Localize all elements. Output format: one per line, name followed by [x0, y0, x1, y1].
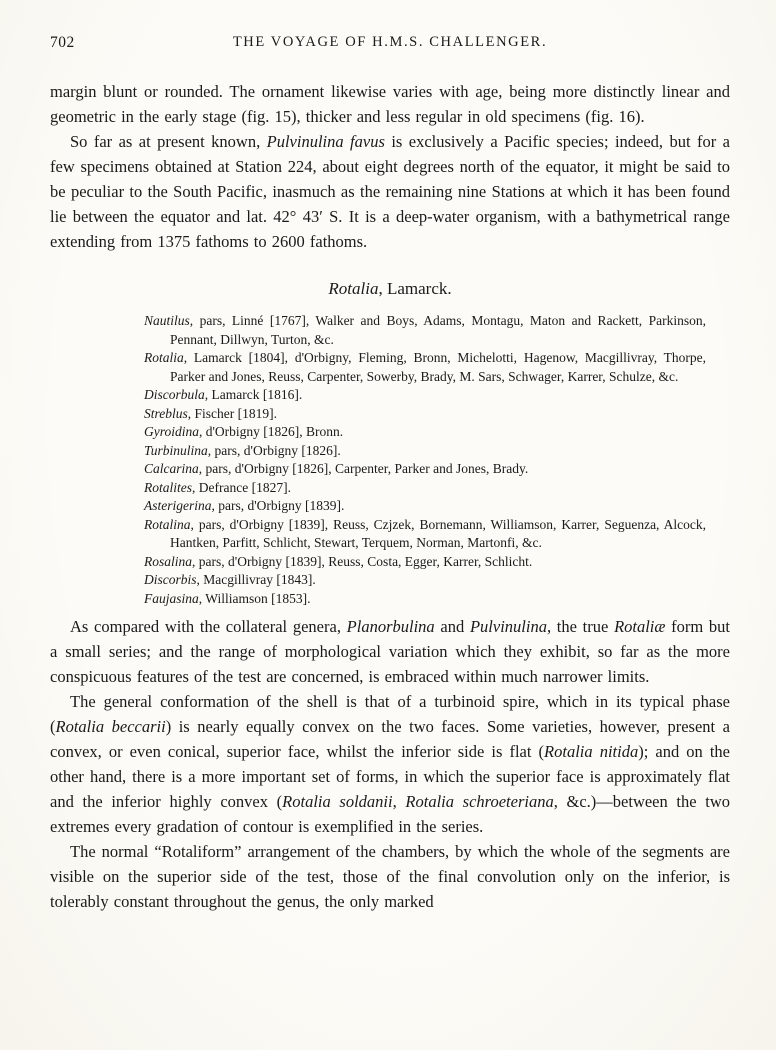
synonymy-entry: Nautilus, pars, Linné [1767], Walker and Boys, Adams, Montagu, Maton and Rackett, Parkinson, Pennant, Dillwyn, Turton, &c. [144, 313, 706, 347]
synonymy-entry: Rotalites, Defrance [1827]. [144, 479, 291, 495]
paragraph-collateral-genera: As compared with the collateral genera, Planorbulina and Pulvinulina, the true Rotaliæ form but a small series; and the range of morphological variation which they exhibit, so far as the more conspicuous features of the test are concerned, is embraced within much narrower limits. [50, 617, 731, 686]
page-number: 702 [50, 34, 75, 51]
paragraph-pulvinulina-favus: So far as at present known, Pulvinulina favus is exclusively a Pacific species; indeed, but for a few specimens obtained at Station 224, about eight degrees north of the equator, it might be said to be peculiar to the South Pacific, inasmuch as the remaining nine Stations at which it has been found lie between the equator and lat. 42° 43′ S. It is a deep-water organism, with a bathymetrical range extending from 1375 fathoms to 2600 fathoms. [50, 132, 730, 251]
synonymy-entry: Faujasina, Williamson [1853]. [144, 590, 311, 606]
synonymy-entry: Gyroidina, d'Orbigny [1826], Bronn. [144, 424, 344, 439]
synonymy-entry: Rotalia, Lamarck [1804], d'Orbigny, Fleming, Bronn, Michelotti, Hagenow, Macgillivray, Thorpe, Parker and Jones, Reuss, Carpenter, Sowerby, Brady, M. Sars, Schwager, Karrer, Schulze, &c. [144, 350, 706, 384]
running-title: THE VOYAGE OF H.M.S. CHALLENGER. [232, 34, 548, 50]
synonymy-entry: Rotalina, pars, d'Orbigny [1839], Reuss, Czjzek, Bornemann, Williamson, Karrer, Seguenza, Alcock, Hantken, Parfitt, Schlicht, Stewart, Terquem, Norman, Martonfi, &c. [144, 516, 706, 550]
synonymy-entry: Rosalina, pars, d'Orbigny [1839], Reuss, Costa, Egger, Karrer, Schlicht. [144, 553, 533, 569]
page-header [50, 34, 730, 51]
synonymy-entry: Discorbula, Lamarck [1816]. [144, 387, 303, 402]
synonymy-entry: Asterigerina, pars, d'Orbigny [1839]. [144, 498, 345, 513]
synonymy-entry: Discorbis, Macgillivray [1843]. [144, 572, 316, 587]
synonymy-entry: Turbinulina, pars, d'Orbigny [1826]. [144, 442, 341, 458]
synonymy-list [144, 312, 706, 608]
paragraph-rotaliform-arrangement: The normal “Rotaliform” arrangement of the chambers, by which the whole of the segments are visible on the superior side of the test, those of the final convolution only on the inferior, is tolerably constant throughout the genus, the only marked [50, 842, 730, 911]
paragraph-shell-conformation: The general conformation of the shell is that of a turbinoid spire, which in its typical phase (Rotalia beccarii) is nearly equally convex on the two faces. Some varieties, however, present a convex, or even conical, superior face, whilst the inferior side is flat (Rotalia nitida); and on the other hand, there is a more important set of forms, in which the superior face is approximately flat and the inferior highly convex (Rotalia soldanii, Rotalia schroeteriana, &c.)—between the two extremes every gradation of contour is exemplified in the series. [50, 692, 731, 836]
synonymy-entry: Calcarina, pars, d'Orbigny [1826], Carpenter, Parker and Jones, Brady. [144, 461, 529, 476]
paragraph-continuation: margin blunt or rounded. The ornament likewise varies with age, being more distinctly linear and geometric in the early stage (fig. 15), thicker and less regular in old specimens (fig. 16). [50, 82, 730, 126]
genus-heading: Rotalia, Lamarck. [328, 279, 452, 298]
synonymy-entry: Streblus, Fischer [1819]. [144, 405, 277, 421]
